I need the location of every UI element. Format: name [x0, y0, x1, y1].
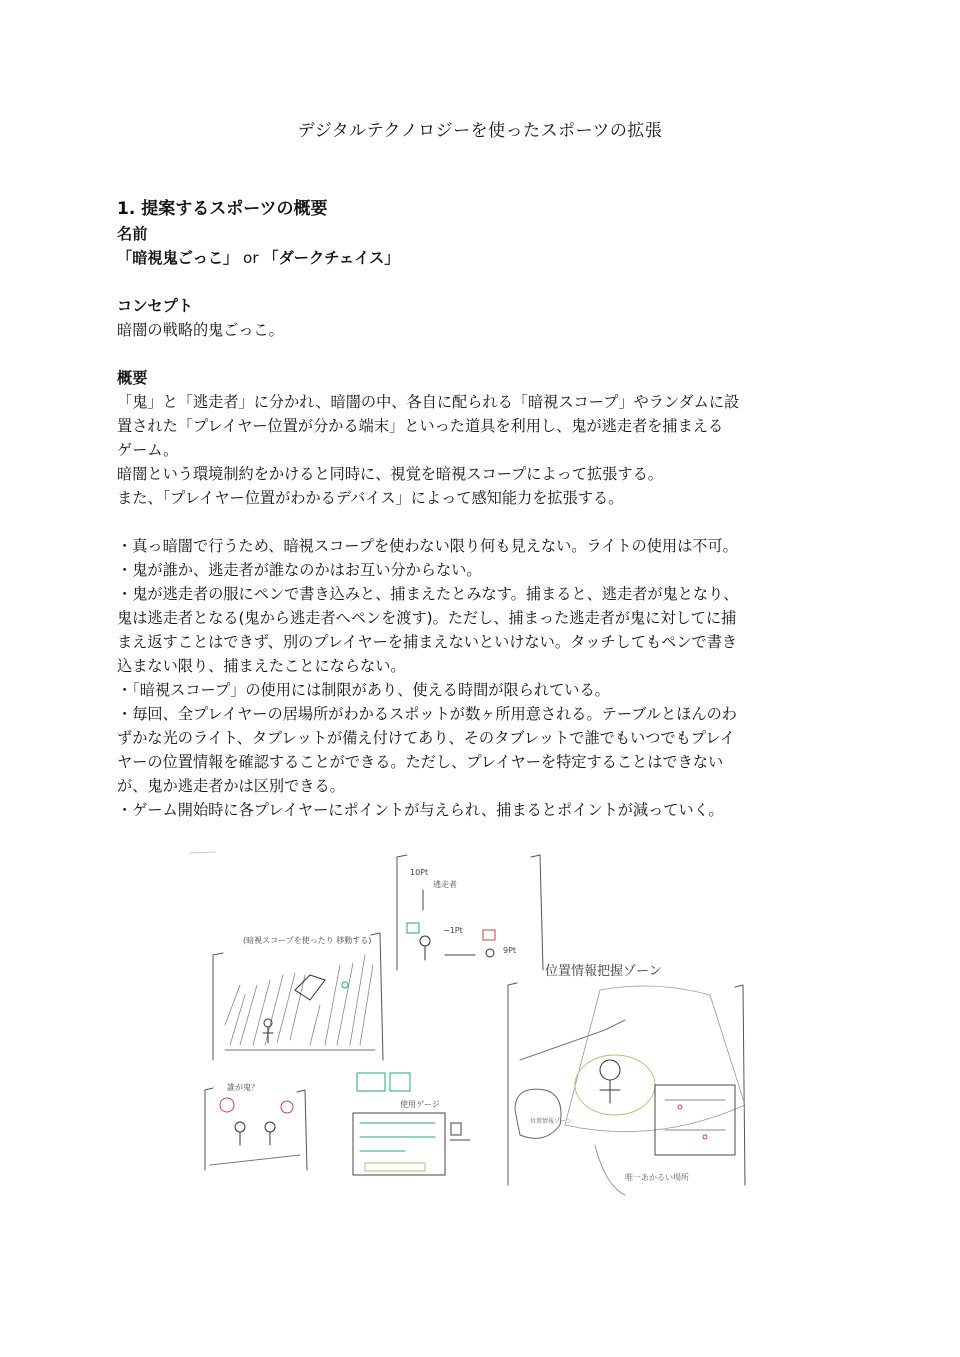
sketch-label-runner: 逃走者 [433, 880, 457, 889]
rule-line: ヤーの位置情報を確認することができる。ただし、プレイヤーを特定することはできない [117, 753, 724, 771]
sketch-label-zone: 位置情報把握ゾーン [545, 964, 662, 979]
rule-line: 込まない限り、捕まえたことにならない。 [117, 657, 406, 675]
sport-name-1: 「暗視鬼ごっこ」 [117, 249, 239, 267]
sketch-panel-points [397, 855, 543, 970]
sport-names [117, 246, 847, 270]
rule-line: ・ゲーム開始時に各プレイヤーにポイントが与えられ、捕まるとポイントが減っていく。 [117, 801, 724, 819]
sketch-panel-zone [508, 963, 745, 1195]
overview-line: 「鬼」と「逃走者」に分かれ、暗闇の中、各自に配られる「暗視スコープ」やランダムに設 [117, 393, 740, 411]
concept-label: コンセプト [117, 297, 193, 315]
overview-line: また、「プレイヤー位置がわかるデバイス」によって感知能力を拡張する。 [117, 489, 624, 507]
sketch-drawing [185, 845, 775, 1215]
name-label: 名前 [117, 225, 148, 243]
concept-sketch [185, 845, 775, 1215]
sketch-panel-gauge [353, 1073, 470, 1175]
rule-line: ・鬼が逃走者の服にペンで書き込みと、捕まえたとみなす。捕まると、逃走者が鬼となり、 [117, 585, 739, 603]
rule-line: 鬼は逃走者となる(鬼から逃走者へペンを渡す)。ただし、捕まった逃走者が鬼に対してに捕 [117, 609, 737, 627]
sketch-label-minus: −1Pt [443, 926, 463, 935]
sketch-panel-who [205, 1082, 307, 1170]
rule-line: ・毎回、全プレイヤーの居場所がわかるスポットが数ヶ所用意される。テーブルとほんのわ [117, 705, 737, 723]
rule-line: ・鬼が誰か、逃走者が誰なのかはお互い分からない。 [117, 561, 482, 579]
overview-line: 置された「プレイヤー位置が分かる端末」といった道具を利用し、鬼が逃走者を捕まえる [117, 417, 724, 435]
rule-line: ・「暗視スコープ」の使用には制限があり、使える時間が限られている。 [117, 681, 610, 699]
sketch-label-gauge: 使用ゲージ [400, 1100, 440, 1109]
overview-label: 概要 [117, 369, 148, 387]
rule-line: まえ返すことはできず、別のプレイヤーを捕まえないといけない。タッチしてもペンで書き [117, 633, 738, 651]
sketch-label-light: 唯一あかるい場所 [625, 1173, 689, 1182]
rule-line: ・真っ暗闇で行うため、暗視スコープを使わない限り何も見えない。ライトの使用は不可。 [117, 537, 738, 555]
document-title: デジタルテクノロジーを使ったスポーツの拡張 [297, 121, 663, 141]
document-body [117, 196, 847, 822]
concept-text: 暗闇の戦略的鬼ごっこ。 [117, 321, 284, 339]
sketch-label-10pt: 10Pt [410, 868, 429, 877]
overview-line: ゲーム。 [117, 441, 179, 459]
section-heading: 1. 提案するスポーツの概要 [117, 199, 328, 219]
sketch-panel-dark-room [213, 933, 383, 1060]
overview-line: 暗闇という環境制約をかけると同時に、視覚を暗視スコープによって拡張する。 [117, 465, 663, 483]
sport-name-2: 「ダークチェイス」 [263, 249, 400, 267]
sketch-label-9pt: 9Pt [503, 946, 517, 955]
rule-line: が、鬼か逃走者かは区別できる。 [117, 777, 345, 795]
sketch-label-who: 誰が鬼？ [227, 1083, 259, 1092]
sketch-label-scope: (暗視スコープを使ったり 移動する) [243, 936, 372, 945]
rule-line: ずかな光のライト、タブレットが備え付けてあり、そのタブレットで誰でもいつでもプレイ [117, 729, 735, 747]
or-text: or [243, 249, 259, 267]
sketch-label-tablet: 位置情報ゾーン [530, 1118, 572, 1125]
